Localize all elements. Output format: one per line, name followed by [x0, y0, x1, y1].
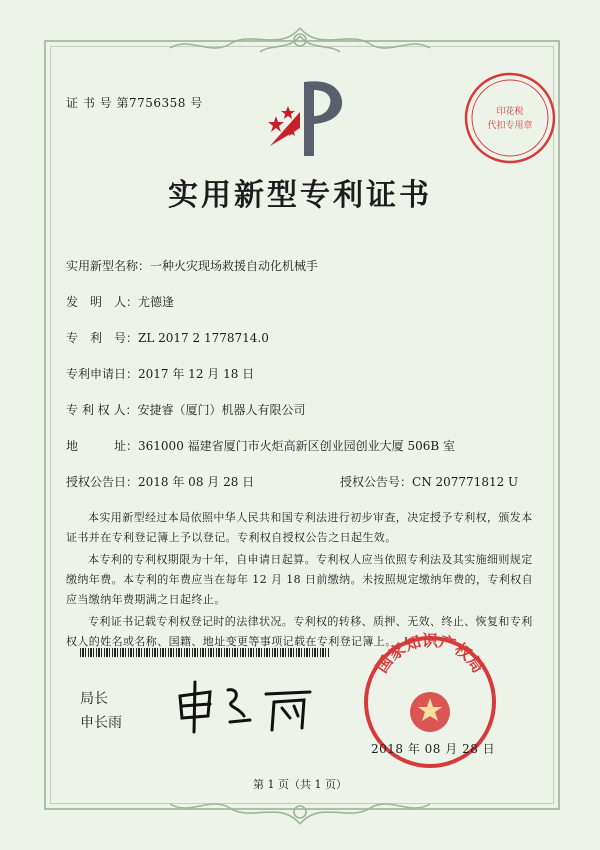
svg-text:国家知识产权局: 国家知识产权局: [372, 632, 488, 677]
page-indicator: 第 1 页（共 1 页）: [253, 778, 347, 791]
certificate-number: 证 书 号 第7756358 号: [66, 96, 203, 110]
patent-number-label: 专 利 号：: [66, 331, 139, 345]
director-title: 局长: [80, 691, 108, 707]
filing-date-label: 专利申请日：: [66, 367, 139, 381]
top-ornament: [150, 22, 450, 62]
patent-number-row: [66, 329, 269, 346]
patent-office-logo-icon: [262, 76, 352, 166]
svg-text:印花税: 印花税: [496, 107, 524, 117]
patent-number-value: ZL 2017 2 1778714.0: [138, 331, 269, 345]
grant-number-label: 授权公告号：: [340, 475, 413, 489]
paragraph-grant: 本实用新型经过本局依照中华人民共和国专利法进行初步审查，决定授予专利权，颁发本证书并在专利登记簿上予以登记。专利权自授权公告之日起生效。: [66, 511, 533, 544]
utility-model-name-row: [66, 257, 318, 274]
certificate-title: 实用新型专利证书: [168, 178, 432, 213]
paragraph-term: 本专利的专利权期限为十年，自申请日起算。专利权人应当依照专利法及其实施细则规定缴纳年费。本专利的年费应当在每年 12 月 18 日前缴纳。未按照规定缴纳年费的，专利权自应当缴纳年费期满之日起终止。: [66, 553, 533, 606]
bottom-ornament: [150, 790, 450, 830]
inventor-value: 尤德逢: [138, 295, 175, 309]
patentee-label: 专 利 权 人：: [66, 403, 138, 417]
address-label: 地 址：: [66, 439, 139, 453]
grant-date-label: 授权公告日：: [66, 475, 139, 489]
filing-date-value: 2017 年 12 月 18 日: [138, 367, 255, 381]
barcode: [80, 648, 330, 657]
inventor-row: [66, 293, 174, 310]
filing-date-row: [66, 365, 254, 382]
address-row: [66, 437, 455, 454]
grant-number-value: CN 207771812 U: [412, 475, 519, 489]
inventor-label: 发 明 人：: [66, 295, 139, 309]
grant-date-row: [66, 473, 254, 490]
svg-text:代扣专用章: 代扣专用章: [487, 121, 533, 131]
address-value: 361000 福建省厦门市火炬高新区创业园创业大厦 506B 室: [138, 439, 455, 453]
name-label: 实用新型名称：: [66, 259, 151, 273]
paragraph-legal-status: 专利证书记载专利权登记时的法律状况。专利权的转移、质押、无效、终止、恢复和专利权人的姓名或名称、国籍、地址变更等事项记载在专利登记簿上。: [66, 615, 533, 648]
grant-number-row: [340, 473, 518, 490]
grant-date-value: 2018 年 08 月 28 日: [138, 475, 255, 489]
seal-date: 2018 年 08 月 28 日: [371, 742, 496, 756]
patentee-row: [66, 401, 305, 418]
director-name: 申长雨: [80, 715, 122, 731]
patentee-value: 安捷睿（厦门）机器人有限公司: [137, 403, 306, 417]
tax-stamp-seal-icon: [462, 70, 558, 166]
handwritten-signature: [170, 676, 320, 736]
name-value: 一种火灾现场救援自动化机械手: [150, 259, 319, 273]
